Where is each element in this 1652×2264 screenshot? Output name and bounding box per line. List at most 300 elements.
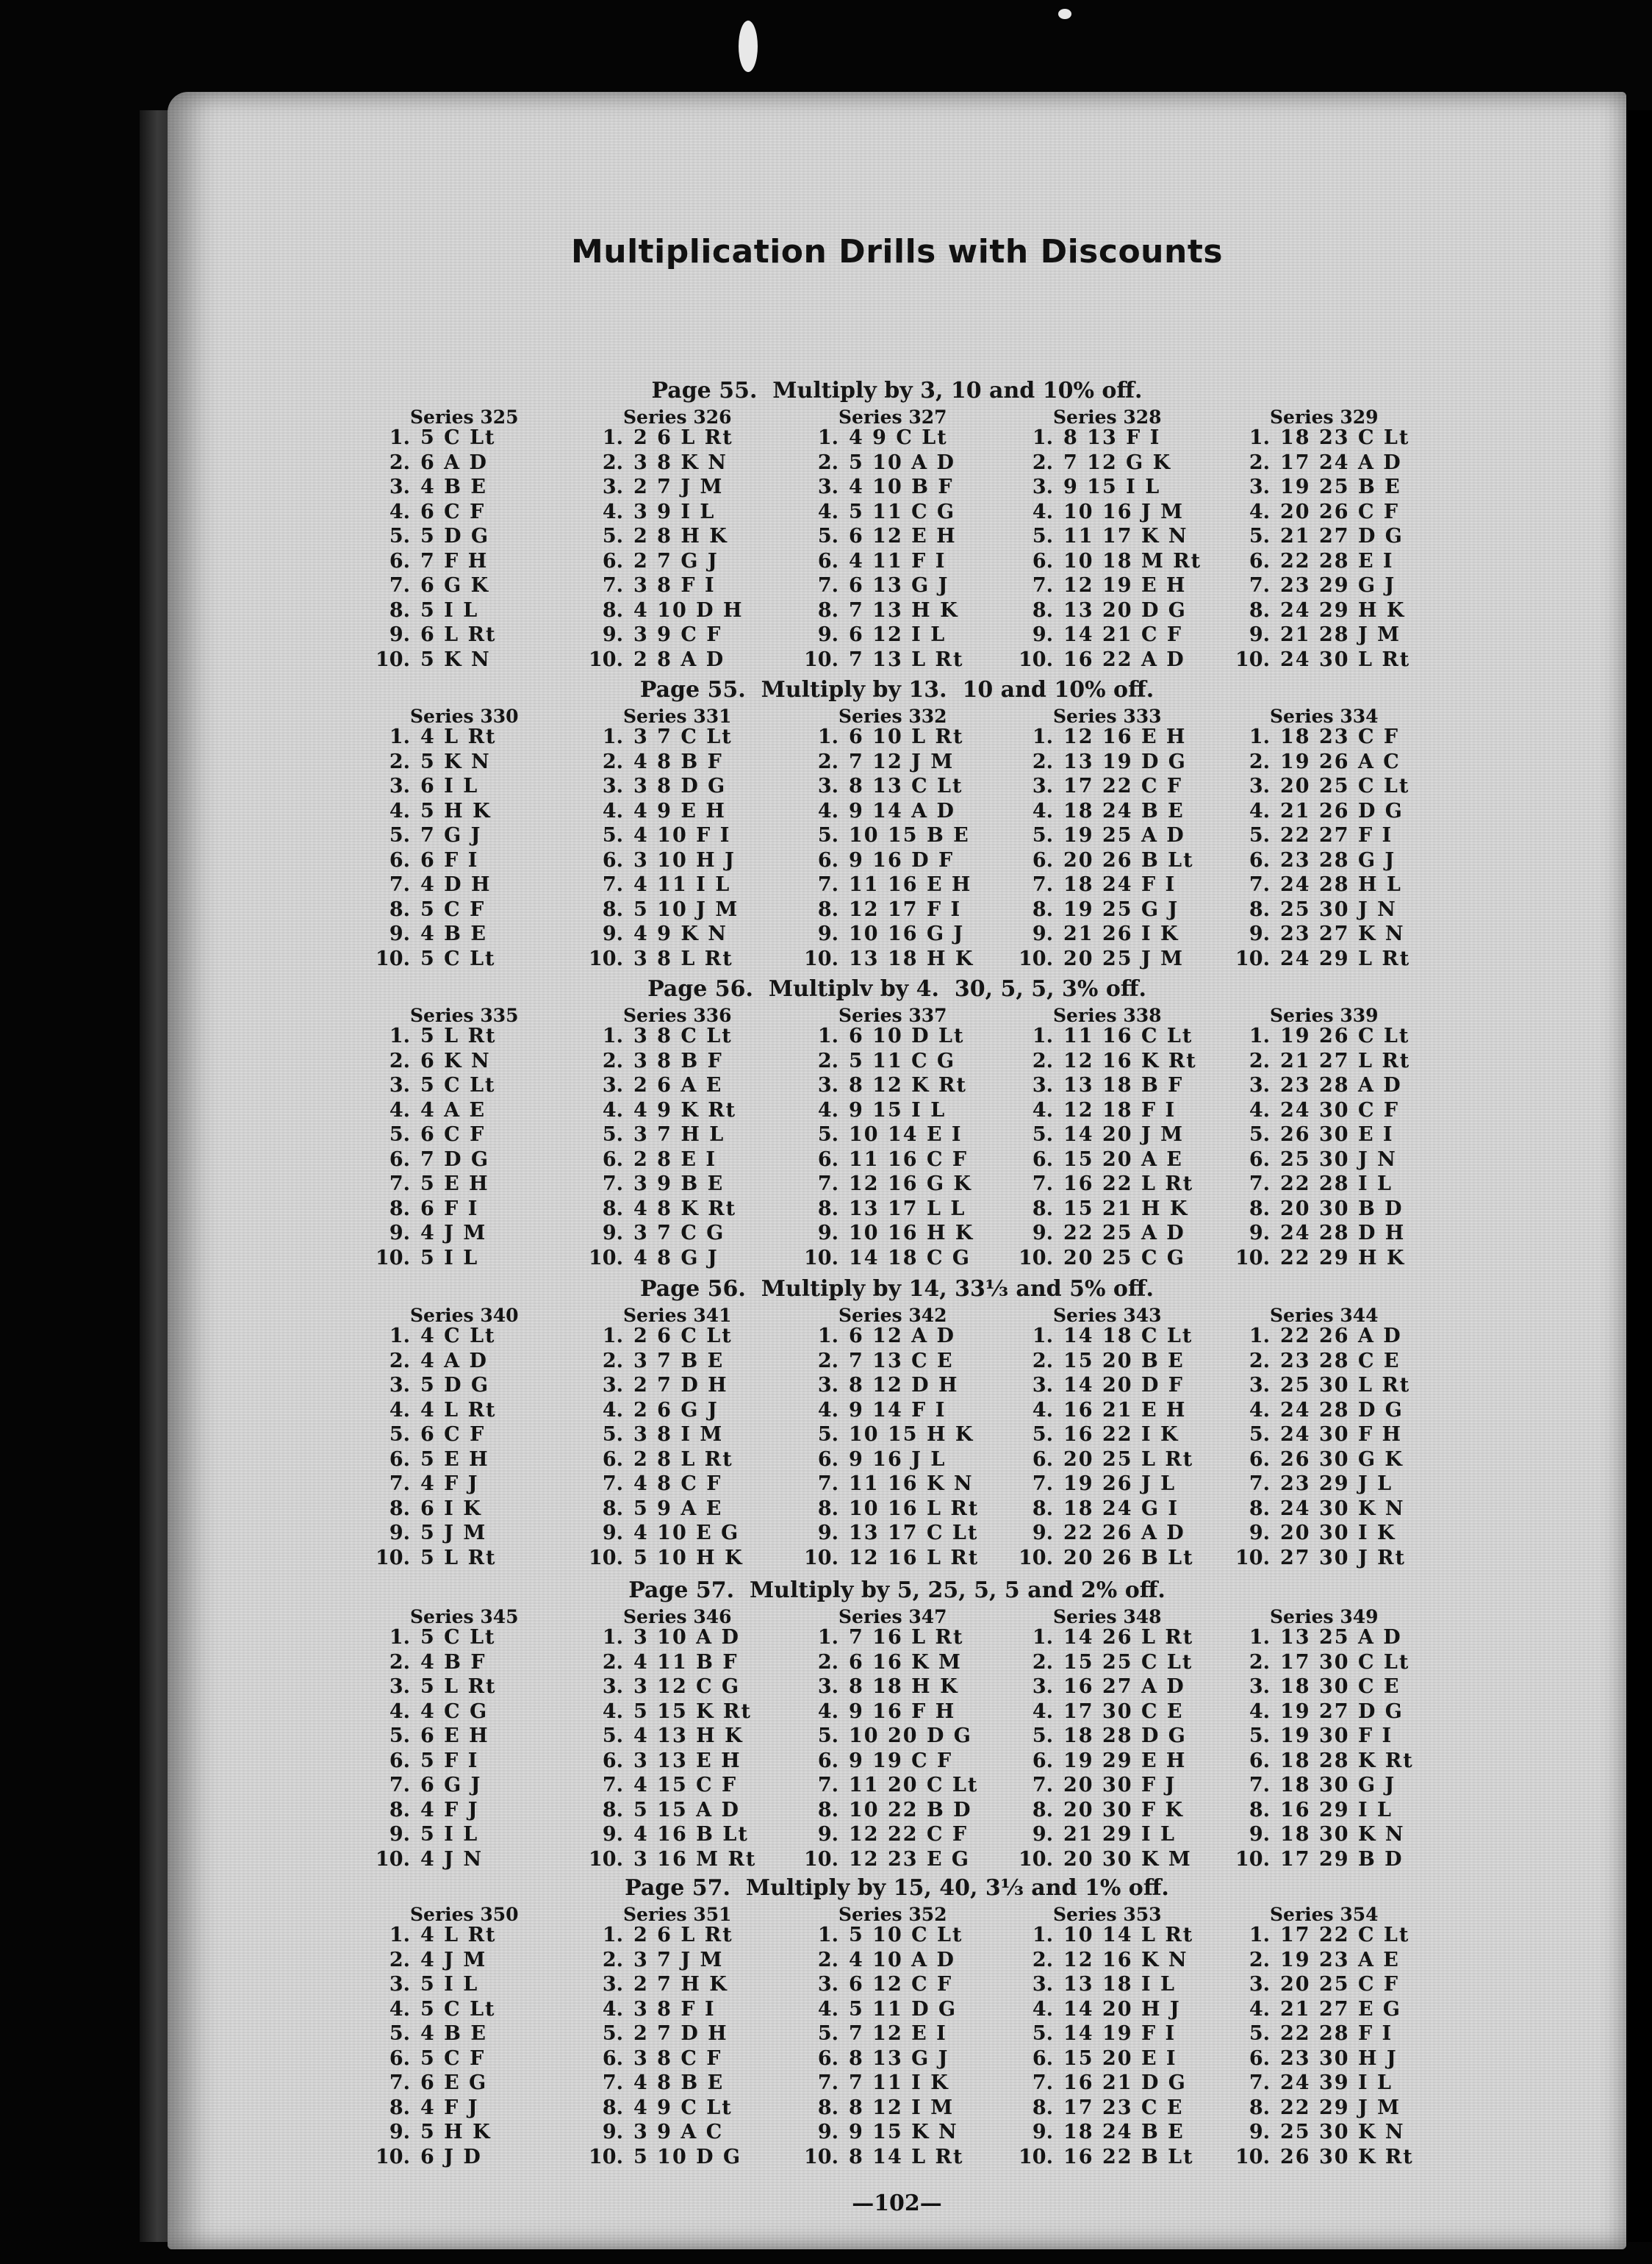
- row-value: 4 B E: [420, 923, 487, 945]
- row-value: 5 I L: [420, 1823, 479, 1846]
- drill-row: [794, 1098, 974, 1123]
- drill-row: [794, 1650, 978, 1675]
- row-number: 8.: [389, 2096, 410, 2119]
- row-value: 4 9 C Lt: [633, 2096, 733, 2119]
- row-number: 10.: [1019, 648, 1053, 671]
- drill-row: [1009, 799, 1194, 824]
- drill-row: [794, 922, 974, 947]
- row-value: 19 29 E H: [1063, 1749, 1187, 1772]
- drill-row: [1009, 947, 1194, 972]
- row-value: 5 C Lt: [420, 1997, 496, 2021]
- row-value: 4 L Rt: [420, 726, 497, 748]
- row-number: 10.: [376, 1546, 410, 1569]
- row-value: 21 29 I L: [1063, 1823, 1176, 1846]
- drill-row: [794, 1997, 963, 2022]
- row-value: 23 27 K N: [1280, 923, 1405, 945]
- drill-row: [1009, 1349, 1194, 1374]
- row-value: 3 7 C Lt: [633, 726, 733, 748]
- drill-row: [366, 549, 496, 574]
- row-value: 4 10 D H: [633, 598, 744, 622]
- row-number: 3.: [602, 775, 623, 798]
- drill-row: [579, 451, 743, 476]
- row-value: 3 8 B F: [633, 1049, 723, 1072]
- row-value: 24 30 F H: [1280, 1423, 1403, 1446]
- row-value: 16 22 I K: [1063, 1423, 1179, 1446]
- drill-row: [1009, 1172, 1197, 1197]
- row-value: 4 8 B E: [633, 2071, 725, 2094]
- page-title: Multiplication Drills with Discounts: [570, 233, 1224, 271]
- row-value: 4 A E: [420, 1098, 486, 1122]
- row-number: 9.: [1032, 2121, 1053, 2143]
- row-number: 2.: [389, 1349, 410, 1372]
- row-number: 2.: [602, 1049, 623, 1072]
- row-number: 9.: [389, 1522, 410, 1544]
- drill-row: [366, 1073, 496, 1098]
- drill-row: [579, 1073, 736, 1098]
- row-number: 6.: [389, 848, 410, 872]
- row-number: 9.: [1249, 923, 1270, 945]
- row-value: 5 I L: [420, 598, 479, 622]
- drill-row: [794, 898, 974, 923]
- drill-row: [794, 2021, 963, 2046]
- row-value: 6 J D: [420, 2145, 482, 2168]
- drill-row: [794, 475, 963, 500]
- row-value: 6 I K: [420, 1497, 482, 1520]
- row-number: 4.: [817, 1398, 838, 1422]
- series-rows: [366, 426, 496, 672]
- row-number: 5.: [1032, 525, 1053, 548]
- row-number: 9.: [1032, 1823, 1053, 1846]
- drill-row: [1009, 823, 1194, 848]
- row-value: 20 30 F K: [1063, 1798, 1184, 1821]
- row-value: 3 13 E H: [633, 1749, 741, 1772]
- drill-row: [1226, 1997, 1414, 2022]
- drill-row: [579, 648, 743, 673]
- row-number: 1.: [602, 1025, 623, 1047]
- row-number: 10.: [589, 1847, 623, 1871]
- series-rows: [1226, 1923, 1414, 2169]
- row-value: 9 16 D F: [849, 848, 955, 872]
- row-number: 6.: [602, 2046, 623, 2070]
- row-value: 2 7 D H: [633, 1374, 728, 1397]
- drill-row: [579, 549, 743, 574]
- row-number: 8.: [1249, 1197, 1270, 1220]
- page-number: —102—: [852, 2190, 942, 2216]
- row-number: 6.: [602, 848, 623, 872]
- row-value: 2 6 C Lt: [633, 1325, 733, 1347]
- drill-row: [1226, 1024, 1410, 1049]
- drill-heading: Page 56. Multiply by 14, 33⅓ and 5% off.: [639, 1276, 1154, 1302]
- row-number: 6.: [1249, 549, 1270, 573]
- series-label: Series 337: [838, 1005, 947, 1026]
- drill-heading: Page 57. Multiply by 5, 25, 5, 5 and 2% off.: [628, 1577, 1166, 1603]
- row-number: 3.: [602, 1074, 623, 1097]
- row-number: 9.: [1032, 623, 1053, 646]
- drill-row: [579, 1422, 744, 1447]
- drill-row: [579, 2096, 741, 2121]
- drill-row: [794, 1447, 979, 1472]
- drill-row: [579, 1724, 756, 1749]
- drill-row: [579, 922, 739, 947]
- paper-speck: [739, 21, 758, 72]
- drill-row: [1009, 774, 1194, 799]
- drill-row: [579, 1373, 744, 1398]
- row-value: 23 28 C E: [1280, 1349, 1401, 1372]
- row-value: 4 L Rt: [420, 1924, 497, 1946]
- row-value: 5 D G: [420, 525, 490, 548]
- series-label: Series 343: [1053, 1305, 1162, 1326]
- row-number: 3.: [1032, 1973, 1053, 1996]
- row-number: 7.: [817, 1472, 838, 1495]
- row-value: 10 20 D G: [849, 1724, 972, 1747]
- drill-row: [366, 1246, 496, 1271]
- drill-row: [1226, 1221, 1410, 1246]
- drill-row: [579, 1847, 756, 1872]
- row-number: 5.: [602, 1423, 623, 1446]
- row-number: 10.: [1019, 2145, 1053, 2168]
- row-number: 6.: [817, 1749, 838, 1772]
- row-number: 6.: [1032, 848, 1053, 872]
- row-value: 2 8 H K: [633, 525, 728, 548]
- row-value: 4 8 K Rt: [633, 1197, 737, 1220]
- drill-row: [794, 1172, 974, 1197]
- row-value: 22 26 A D: [1063, 1522, 1185, 1544]
- drill-row: [794, 1699, 978, 1724]
- row-number: 4.: [817, 500, 838, 523]
- row-number: 3.: [1249, 775, 1270, 798]
- row-number: 1.: [389, 426, 410, 449]
- drill-row: [794, 947, 974, 972]
- row-value: 3 12 C G: [633, 1675, 741, 1698]
- row-number: 8.: [817, 2096, 838, 2119]
- row-value: 6 I L: [420, 775, 479, 798]
- row-number: 5.: [389, 525, 410, 548]
- drill-row: [1009, 1024, 1197, 1049]
- drill-row: [366, 1625, 496, 1650]
- drill-row: [1009, 1650, 1193, 1675]
- row-number: 5.: [389, 1423, 410, 1446]
- drill-row: [579, 1997, 741, 2022]
- row-value: 3 8 C Lt: [633, 1025, 733, 1047]
- row-number: 3.: [389, 1374, 410, 1397]
- row-value: 22 25 A D: [1063, 1222, 1185, 1244]
- row-number: 10.: [376, 947, 410, 970]
- drill-row: [579, 598, 743, 623]
- row-value: 6 13 G J: [849, 574, 949, 597]
- drill-row: [1226, 2145, 1414, 2170]
- row-value: 20 26 B Lt: [1063, 1546, 1194, 1569]
- drill-row: [794, 1546, 979, 1571]
- row-value: 4 10 E G: [633, 1522, 740, 1544]
- row-value: 15 21 H K: [1063, 1197, 1189, 1220]
- drill-row: [366, 1398, 496, 1423]
- drill-row: [1009, 1699, 1193, 1724]
- drill-row: [366, 725, 496, 750]
- drill-row: [579, 1472, 744, 1497]
- row-number: 3.: [602, 1374, 623, 1397]
- row-number: 9.: [602, 923, 623, 945]
- series-label: Series 345: [410, 1606, 519, 1627]
- drill-row: [366, 1674, 496, 1699]
- row-number: 8.: [602, 598, 623, 622]
- row-value: 6 12 C F: [849, 1973, 953, 1996]
- row-number: 7.: [1249, 2071, 1270, 2094]
- row-value: 20 25 J M: [1063, 947, 1185, 970]
- row-number: 1.: [1032, 1025, 1053, 1047]
- row-number: 7.: [602, 1172, 623, 1195]
- row-value: 4 15 C F: [633, 1774, 738, 1796]
- row-number: 3.: [1249, 1074, 1270, 1097]
- row-number: 5.: [602, 1123, 623, 1146]
- drill-row: [1226, 1724, 1414, 1749]
- drill-row: [1009, 1373, 1194, 1398]
- series-label: Series 335: [410, 1005, 519, 1026]
- series-label: Series 333: [1053, 706, 1162, 727]
- row-number: 3.: [602, 1973, 623, 1996]
- row-number: 2.: [1032, 451, 1053, 474]
- drill-row: [1226, 922, 1410, 947]
- row-number: 1.: [1032, 1924, 1053, 1946]
- row-value: 27 30 J Rt: [1280, 1546, 1407, 1569]
- row-value: 2 6 A E: [633, 1074, 723, 1097]
- row-number: 3.: [1249, 1374, 1270, 1397]
- row-value: 11 16 C Lt: [1063, 1025, 1193, 1047]
- drill-row: [1226, 1122, 1410, 1147]
- row-value: 20 30 I K: [1280, 1522, 1396, 1544]
- drill-row: [579, 1972, 741, 1997]
- row-number: 6.: [817, 2046, 838, 2070]
- row-number: 10.: [1019, 947, 1053, 970]
- row-number: 2.: [817, 1349, 838, 1372]
- row-value: 17 30 C E: [1063, 1699, 1184, 1723]
- row-number: 7.: [1249, 1472, 1270, 1495]
- row-value: 10 14 E I: [849, 1123, 963, 1146]
- series-label: Series 325: [410, 406, 519, 428]
- drill-row: [1009, 873, 1194, 898]
- row-value: 24 30 K N: [1280, 1497, 1405, 1520]
- series-rows: [1009, 1923, 1194, 2169]
- drill-row: [366, 1373, 496, 1398]
- row-value: 7 13 H K: [849, 598, 959, 622]
- drill-row: [1009, 1749, 1193, 1774]
- row-number: 10.: [804, 947, 838, 970]
- series-rows: [366, 1024, 496, 1270]
- row-number: 5.: [389, 824, 410, 847]
- row-number: 5.: [1249, 824, 1270, 847]
- row-value: 20 26 B Lt: [1063, 848, 1194, 872]
- series-rows: [794, 725, 974, 971]
- row-number: 2.: [1032, 1049, 1053, 1072]
- row-number: 6.: [1032, 549, 1053, 573]
- drill-row: [579, 750, 739, 775]
- drill-row: [794, 823, 974, 848]
- drill-row: [1009, 2096, 1194, 2121]
- row-number: 4.: [1249, 1098, 1270, 1122]
- drill-row: [1009, 922, 1194, 947]
- row-value: 10 15 H K: [849, 1423, 974, 1446]
- row-value: 4 9 C Lt: [849, 426, 948, 449]
- series-label: Series 352: [838, 1904, 947, 1925]
- drill-row: [579, 1398, 744, 1423]
- row-number: 5.: [389, 2022, 410, 2045]
- row-value: 5 D G: [420, 1374, 490, 1397]
- row-value: 15 20 A E: [1063, 1147, 1183, 1171]
- drill-row: [1009, 2046, 1194, 2071]
- row-number: 2.: [1032, 750, 1053, 773]
- row-number: 7.: [817, 1774, 838, 1796]
- series-rows: [1226, 1625, 1414, 1871]
- row-value: 4 J M: [420, 1222, 487, 1244]
- drill-row: [794, 1625, 978, 1650]
- drill-row: [366, 1997, 496, 2022]
- drill-row: [1009, 1521, 1194, 1546]
- row-number: 1.: [602, 1626, 623, 1649]
- row-value: 7 D G: [420, 1147, 490, 1171]
- drill-row: [366, 1749, 496, 1774]
- row-number: 6.: [389, 549, 410, 573]
- row-number: 8.: [389, 1497, 410, 1520]
- drill-row: [1226, 1098, 1410, 1123]
- row-value: 20 25 C F: [1280, 1973, 1400, 1996]
- series-label: Series 346: [623, 1606, 732, 1627]
- drill-row: [579, 623, 743, 648]
- row-value: 12 23 E G: [849, 1847, 970, 1871]
- drill-row: [366, 598, 496, 623]
- drill-row: [794, 848, 974, 873]
- row-value: 21 27 L Rt: [1280, 1049, 1411, 1072]
- row-number: 2.: [389, 1650, 410, 1674]
- row-value: 26 30 G K: [1280, 1447, 1404, 1471]
- row-number: 2.: [817, 1650, 838, 1674]
- row-value: 14 20 J M: [1063, 1123, 1185, 1146]
- drill-row: [794, 1472, 979, 1497]
- row-number: 3.: [1249, 1675, 1270, 1698]
- row-number: 4.: [1249, 500, 1270, 523]
- drill-row: [366, 823, 496, 848]
- drill-row: [794, 451, 963, 476]
- row-number: 4.: [389, 1398, 410, 1422]
- row-number: 5.: [817, 1123, 838, 1146]
- row-number: 5.: [817, 1423, 838, 1446]
- row-value: 4 D H: [420, 873, 492, 896]
- row-value: 4 L Rt: [420, 1398, 497, 1422]
- row-number: 9.: [602, 1522, 623, 1544]
- row-number: 10.: [1235, 2145, 1270, 2168]
- drill-row: [1226, 1674, 1414, 1699]
- drill-row: [794, 750, 974, 775]
- row-value: 23 30 H J: [1280, 2046, 1398, 2070]
- row-value: 16 22 A D: [1063, 648, 1185, 671]
- row-value: 3 9 I L: [633, 500, 716, 523]
- series-rows: [1009, 426, 1202, 672]
- row-value: 2 8 L Rt: [633, 1447, 733, 1471]
- row-value: 13 17 C Lt: [849, 1522, 979, 1544]
- drill-row: [579, 1546, 744, 1571]
- drill-row: [1009, 1447, 1194, 1472]
- drill-row: [1009, 1497, 1194, 1522]
- row-number: 7.: [1249, 1172, 1270, 1195]
- drill-row: [794, 1422, 979, 1447]
- row-number: 7.: [1032, 1472, 1053, 1495]
- row-number: 8.: [817, 1798, 838, 1821]
- row-value: 15 20 E I: [1063, 2046, 1177, 2070]
- row-number: 3.: [1032, 775, 1053, 798]
- row-number: 3.: [817, 775, 838, 798]
- drill-row: [1226, 1147, 1410, 1172]
- row-value: 20 30 F J: [1063, 1774, 1177, 1796]
- row-value: 6 12 A D: [849, 1325, 955, 1347]
- drill-row: [579, 1172, 736, 1197]
- row-number: 9.: [389, 2121, 410, 2143]
- row-value: 13 18 H K: [849, 947, 974, 970]
- row-number: 1.: [389, 1626, 410, 1649]
- row-number: 4.: [389, 500, 410, 523]
- row-value: 19 25 G J: [1063, 898, 1179, 921]
- row-value: 2 8 E I: [633, 1147, 717, 1171]
- drill-row: [1009, 1098, 1197, 1123]
- drill-row: [579, 1447, 744, 1472]
- drill-row: [1226, 1749, 1414, 1774]
- row-value: 4 B F: [420, 1650, 486, 1674]
- row-number: 9.: [1032, 1522, 1053, 1544]
- row-value: 9 19 C F: [849, 1749, 953, 1772]
- row-value: 18 30 K N: [1280, 1823, 1405, 1846]
- row-value: 5 J M: [420, 1522, 487, 1544]
- drill-row: [579, 500, 743, 525]
- row-value: 4 9 K Rt: [633, 1098, 737, 1122]
- drill-row: [794, 2096, 963, 2121]
- drill-row: [1226, 898, 1410, 923]
- row-number: 1.: [1032, 726, 1053, 748]
- drill-row: [579, 1324, 744, 1349]
- row-value: 3 7 B E: [633, 1349, 725, 1372]
- drill-row: [1226, 623, 1410, 648]
- drill-row: [794, 873, 974, 898]
- row-value: 6 10 L Rt: [849, 726, 964, 748]
- row-number: 2.: [817, 1049, 838, 1072]
- row-value: 3 16 M Rt: [633, 1847, 757, 1871]
- drill-row: [1226, 598, 1410, 623]
- row-number: 10.: [1019, 1246, 1053, 1269]
- drill-row: [1226, 725, 1410, 750]
- row-value: 15 25 C Lt: [1063, 1650, 1193, 1674]
- row-number: 5.: [1032, 1123, 1053, 1146]
- row-number: 1.: [1032, 426, 1053, 449]
- series-label: Series 331: [623, 706, 732, 727]
- row-number: 5.: [602, 1724, 623, 1747]
- row-value: 20 30 K M: [1063, 1847, 1192, 1871]
- drill-row: [1226, 500, 1410, 525]
- drill-heading: Page 55. Multiply by 3, 10 and 10% off.: [651, 378, 1143, 404]
- row-value: 4 11 I L: [633, 873, 731, 896]
- row-number: 2.: [389, 1948, 410, 1971]
- row-number: 3.: [389, 476, 410, 498]
- row-value: 18 28 D G: [1063, 1724, 1187, 1747]
- drill-row: [579, 1221, 736, 1246]
- row-value: 17 22 C Lt: [1280, 1924, 1410, 1946]
- row-value: 4 F J: [420, 1798, 479, 1821]
- drill-row: [1226, 2021, 1414, 2046]
- row-number: 6.: [1249, 1749, 1270, 1772]
- drill-heading: Page 56. Multiplv by 4. 30, 5, 5, 3% off.: [647, 976, 1146, 1002]
- row-value: 24 28 D G: [1280, 1398, 1404, 1422]
- row-value: 10 22 B D: [849, 1798, 972, 1821]
- row-number: 4.: [602, 1398, 623, 1422]
- row-number: 9.: [817, 1522, 838, 1544]
- series-rows: [366, 1923, 496, 2169]
- row-number: 7.: [1249, 1774, 1270, 1796]
- row-value: 22 28 I L: [1280, 1172, 1393, 1195]
